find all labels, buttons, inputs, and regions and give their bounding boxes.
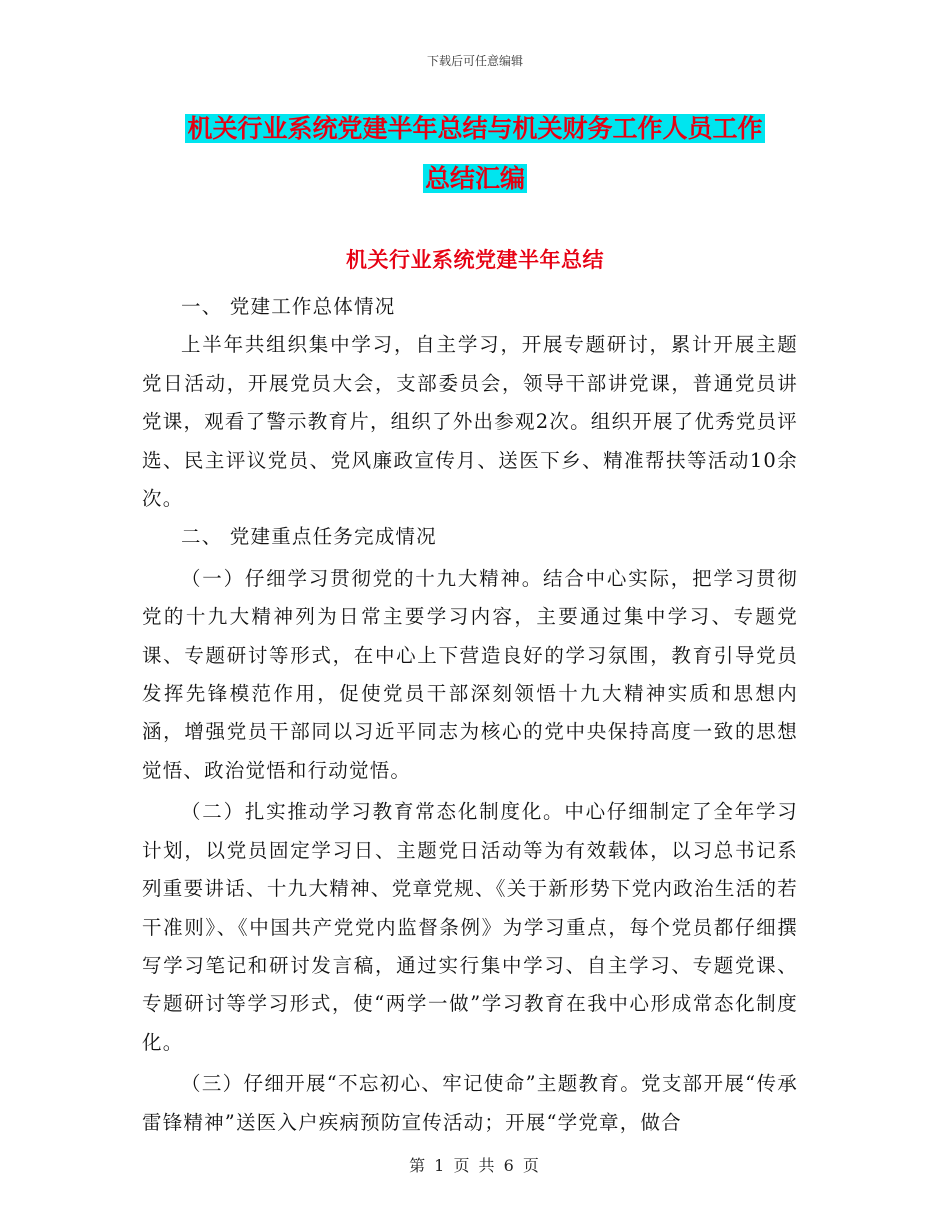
document-title-line-2: 总结汇编 <box>424 164 525 193</box>
paragraph-heading-1: 一、 党建工作总体情况 <box>181 295 396 318</box>
paragraph: （三）仔细开展“不忘初心、牢记使命”主题教育。党支部开展“传承雷锋精神”送医入户疾病预防宣传活动；开展“学党章，做合 <box>142 1072 798 1134</box>
paragraph-heading-2: 二、 党建重点任务完成情况 <box>181 525 437 549</box>
paragraph: （一）仔细学习贯彻党的十九大精神。结合中心实际，把学习贯彻党的十九大精神列为日常主要学习内容，主要通过集中学习、专题党课、专题研讨等形式，在中心上下营造良好的学习氛围，教育引导党员发挥先锋模范作用，促使党员干部深刻领悟十九大精神实质和思想内涵，增强党员干部同以习近平同志为核心的党中央保持高度一致的思想觉悟、政治觉悟和行动觉悟。 <box>142 566 798 782</box>
page-number-footer: 第 1 页 共 6 页 <box>409 1156 541 1175</box>
header-note: 下载后可任意编辑 <box>426 54 523 68</box>
paragraph: 上半年共组织集中学习，自主学习，开展专题研讨，累计开展主题党日活动，开展党员大会，支部委员会，领导干部讲党课，普通党员讲党课，观看了警示教育片，组织了外出参观2次。组织开展了优秀党员评选、民主评议党员、党风廉政宣传月、送医下乡、精准帮扶等活动10余次。 <box>142 333 798 511</box>
document-title-line-1: 机关行业系统党建半年总结与机关财务工作人员工作 <box>187 114 763 143</box>
paragraph: （二）扎实推动学习教育常态化制度化。中心仔细制定了全年学习计划，以党员固定学习日、主题党日活动等为有效载体，以习总书记系列重要讲话、十九大精神、党章党规、《关于新形势下党内政治生活的若干准则》、《中国共产党党内监督条例》为学习重点，每个党员都仔细撰写学习笔记和研讨发言稿，通过实行集中学习、自主学习、专题党课、专题研讨等学习形式，使“两学一做”学习教育在我中心形成常态化制度化。 <box>142 800 798 1054</box>
document-title <box>140 104 810 204</box>
body-text <box>142 288 798 1142</box>
section-title: 机关行业系统党建半年总结 <box>346 248 604 272</box>
